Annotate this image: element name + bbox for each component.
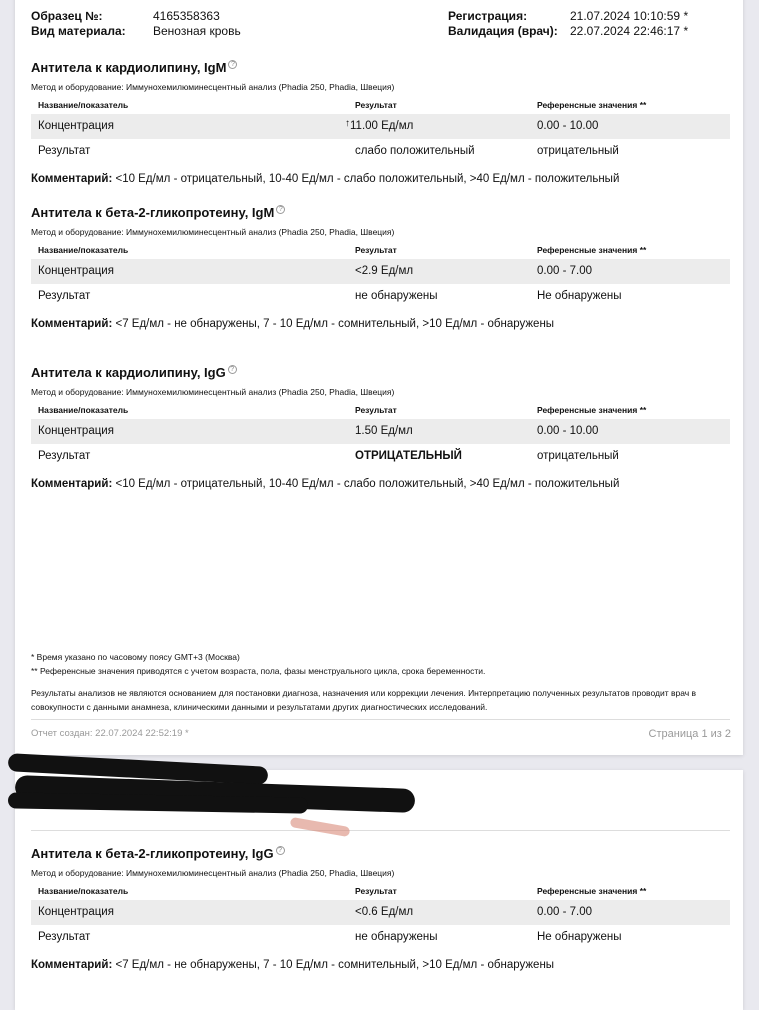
- report-page-1: [15, 0, 743, 755]
- comment-label: Комментарий:: [31, 478, 113, 490]
- comment-label: Комментарий:: [31, 173, 113, 185]
- col-result: Результат: [355, 100, 397, 110]
- sample-label: Образец №:: [31, 9, 103, 23]
- test-section: [31, 203, 730, 335]
- table-row: [31, 259, 730, 284]
- disclaimer: Результаты анализов не являются основанием для постановки диагноза, назначения или коррекции лечения. Интерпретацию полученных результатов проводит врач в совокупности с данными анамнеза, клиническими данными и результатами других диагностических исследований.: [31, 688, 697, 712]
- test-title: [31, 58, 730, 78]
- registration-label: Регистрация:: [448, 9, 528, 23]
- method: Метод и оборудование: Иммунохемилюминесцентный анализ (Phadia 250, Phadia, Швеция): [31, 227, 395, 237]
- row-reference: 0.00 - 10.00: [537, 120, 599, 132]
- row-name: Концентрация: [38, 906, 114, 918]
- col-reference: Референсные значения **: [537, 245, 647, 255]
- help-icon[interactable]: ?: [276, 205, 285, 214]
- test-section: [31, 58, 730, 190]
- comment-text: <10 Ед/мл - отрицательный, 10-40 Ед/мл - слабо положительный, >40 Ед/мл - положительный: [115, 478, 620, 490]
- help-icon[interactable]: ?: [228, 60, 237, 69]
- table-row: [31, 419, 730, 444]
- table-row: [31, 284, 730, 309]
- row-name: Концентрация: [38, 120, 114, 132]
- footnote-reference: ** Референсные значения приводятся с учетом возраста, пола, фазы менструального цикла, срока беременности.: [31, 666, 486, 676]
- table-row: [31, 139, 730, 164]
- row-result-value: 11.00 Ед/мл: [350, 120, 414, 132]
- table-header: [31, 401, 730, 419]
- row-reference: Не обнаружены: [537, 290, 622, 302]
- validation-value: 22.07.2024 22:46:17 *: [570, 24, 689, 38]
- test-section: [31, 844, 730, 976]
- row-reference: отрицательный: [537, 145, 619, 157]
- row-name: Результат: [38, 145, 91, 157]
- row-reference: отрицательный: [537, 450, 619, 462]
- comment-label: Комментарий:: [31, 959, 113, 971]
- row-name: Результат: [38, 290, 91, 302]
- table-header: [31, 96, 730, 114]
- col-reference: Референсные значения **: [537, 100, 647, 110]
- comment-text: <7 Ед/мл - не обнаружены, 7 - 10 Ед/мл - сомнительный, >10 Ед/мл - обнаружены: [115, 959, 555, 971]
- validation-label: Валидация (врач):: [448, 24, 558, 38]
- table-row: [31, 925, 730, 950]
- comment-text: <10 Ед/мл - отрицательный, 10-40 Ед/мл - слабо положительный, >40 Ед/мл - положительный: [115, 173, 620, 185]
- row-name: Результат: [38, 450, 91, 462]
- divider: [31, 830, 730, 831]
- comment: [31, 954, 730, 976]
- comment: [31, 313, 730, 335]
- col-reference: Референсные значения **: [537, 886, 647, 896]
- test-section: [31, 363, 730, 495]
- test-title-text: Антитела к кардиолипину, IgM: [31, 60, 227, 75]
- test-title: [31, 844, 730, 864]
- comment: [31, 168, 730, 190]
- table-header: [31, 882, 730, 900]
- row-result: 1.50 Ед/мл: [355, 425, 413, 437]
- test-title-text: Антитела к кардиолипину, IgG: [31, 365, 226, 380]
- registration-value: 21.07.2024 10:10:59 *: [570, 9, 689, 23]
- row-reference: 0.00 - 7.00: [537, 265, 592, 277]
- method: Метод и оборудование: Иммунохемилюминесцентный анализ (Phadia 250, Phadia, Швеция): [31, 387, 395, 397]
- row-result: <0.6 Ед/мл: [355, 906, 414, 918]
- row-reference: 0.00 - 7.00: [537, 906, 592, 918]
- material-label: Вид материала:: [31, 24, 126, 38]
- col-name: Название/показатель: [38, 245, 129, 255]
- method: Метод и оборудование: Иммунохемилюминесцентный анализ (Phadia 250, Phadia, Швеция): [31, 82, 395, 92]
- row-name: Результат: [38, 931, 91, 943]
- col-result: Результат: [355, 245, 397, 255]
- comment: [31, 473, 730, 495]
- comment-label: Комментарий:: [31, 318, 113, 330]
- table-row: [31, 900, 730, 925]
- row-reference: Не обнаружены: [537, 931, 622, 943]
- test-title-text: Антитела к бета-2-гликопротеину, IgG: [31, 846, 274, 861]
- test-title: [31, 363, 730, 383]
- col-result: Результат: [355, 886, 397, 896]
- row-name: Концентрация: [38, 425, 114, 437]
- row-reference: 0.00 - 10.00: [537, 425, 599, 437]
- row-result: [345, 114, 413, 139]
- footnote-time: * Время указано по часовому поясу GMT+3 (Москва): [31, 652, 240, 662]
- method: Метод и оборудование: Иммунохемилюминесцентный анализ (Phadia 250, Phadia, Швеция): [31, 868, 395, 878]
- material-value: Венозная кровь: [153, 24, 241, 38]
- table-header: [31, 241, 730, 259]
- row-result: ОТРИЦАТЕЛЬНЫЙ: [355, 450, 462, 462]
- arrow-up-icon: ↑: [345, 118, 350, 129]
- report-created: Отчет создан: 22.07.2024 22:52:19 *: [31, 728, 189, 739]
- row-result: не обнаружены: [355, 290, 438, 302]
- row-result: <2.9 Ед/мл: [355, 265, 414, 277]
- row-result: слабо положительный: [355, 145, 475, 157]
- help-icon[interactable]: ?: [228, 365, 237, 374]
- row-name: Концентрация: [38, 265, 114, 277]
- comment-text: <7 Ед/мл - не обнаружены, 7 - 10 Ед/мл - сомнительный, >10 Ед/мл - обнаружены: [115, 318, 555, 330]
- col-name: Название/показатель: [38, 100, 129, 110]
- col-result: Результат: [355, 405, 397, 415]
- page-number: Страница 1 из 2: [648, 728, 731, 740]
- col-reference: Референсные значения **: [537, 405, 647, 415]
- table-row: [31, 114, 730, 139]
- test-title: [31, 203, 730, 223]
- col-name: Название/показатель: [38, 405, 129, 415]
- divider: [31, 719, 730, 720]
- test-title-text: Антитела к бета-2-гликопротеину, IgM: [31, 205, 275, 220]
- table-row: [31, 444, 730, 469]
- row-result: не обнаружены: [355, 931, 438, 943]
- help-icon[interactable]: ?: [276, 846, 285, 855]
- sample-value: 4165358363: [153, 9, 220, 23]
- col-name: Название/показатель: [38, 886, 129, 896]
